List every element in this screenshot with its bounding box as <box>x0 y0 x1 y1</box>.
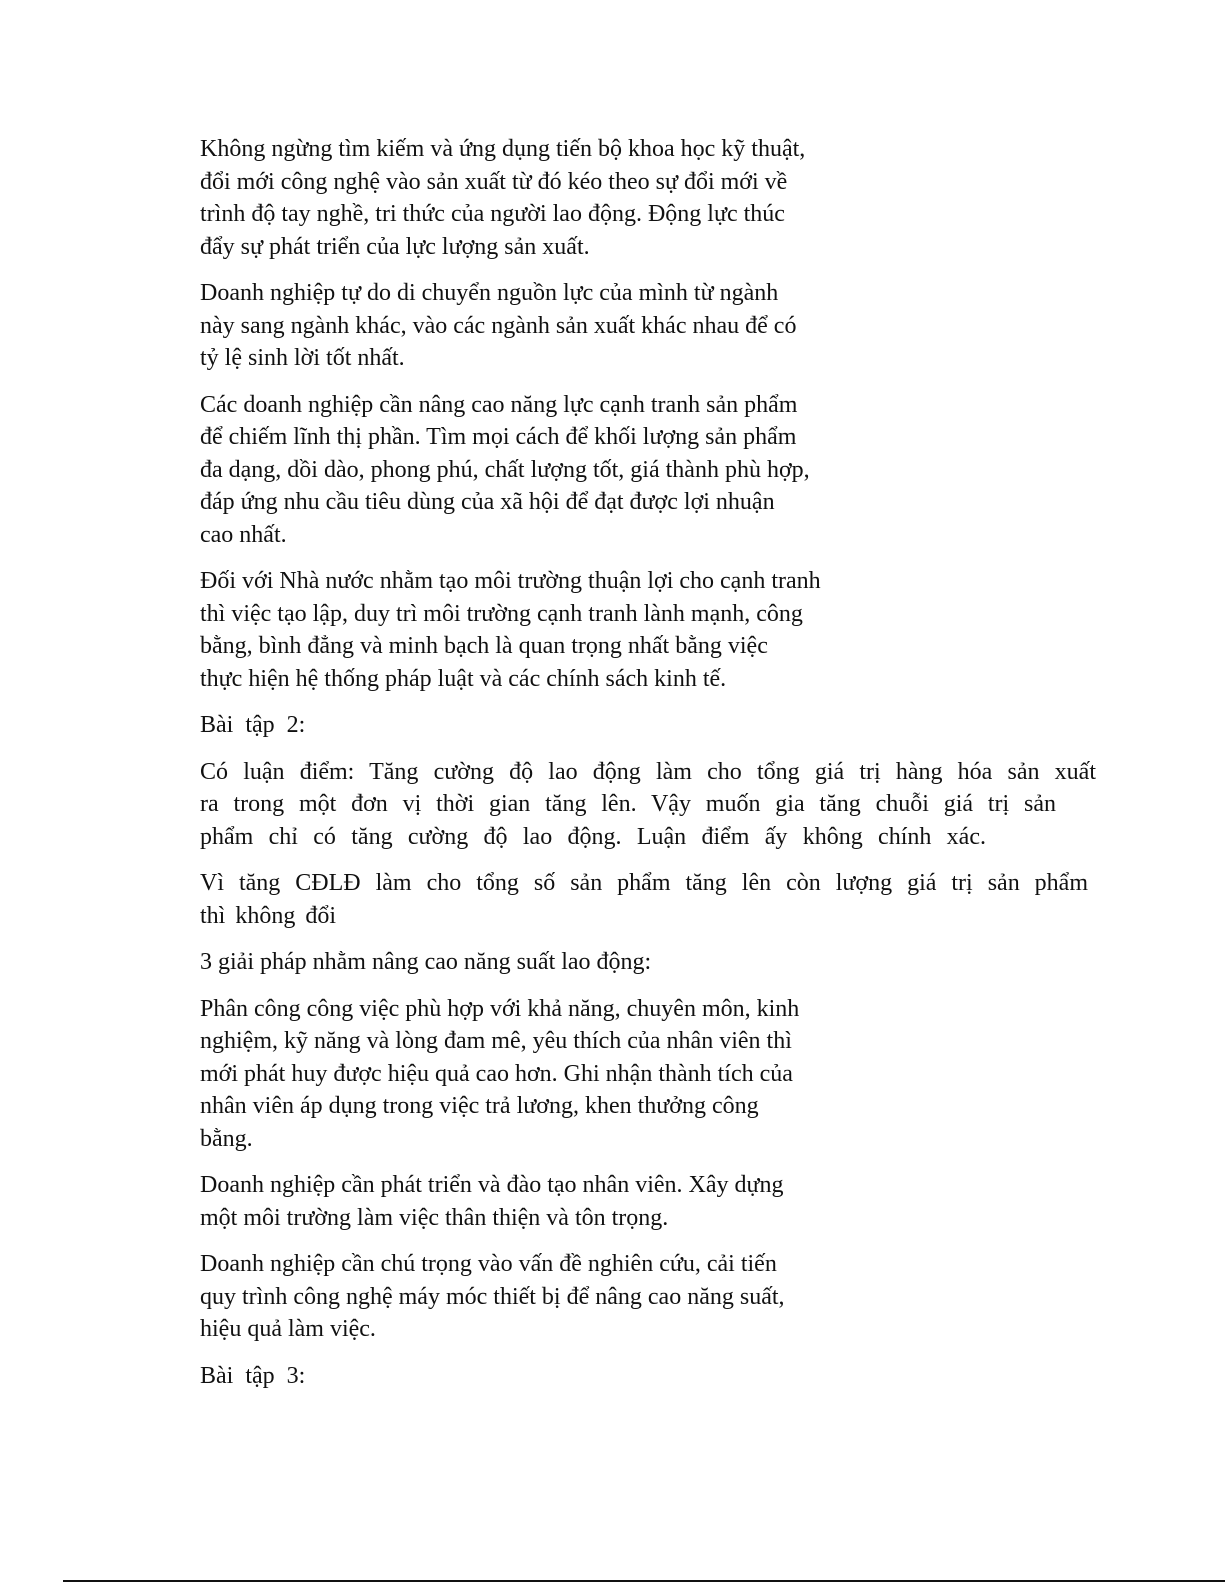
paragraph-solution-2 <box>200 1169 1100 1234</box>
text-line: Phân công công việc phù hợp với khả năng, chuyên môn, kinh <box>200 995 800 1022</box>
heading-solutions <box>200 946 1100 979</box>
text-line: Bài tập 3: <box>200 1362 306 1389</box>
text-line: trình độ tay nghề, tri thức của người lao động. Động lực thúc <box>200 201 785 227</box>
paragraph-solution-1 <box>200 993 1100 1156</box>
text-line: Vì tăng CĐLĐ làm cho tổng số sản phẩm tăng lên còn lượng giá trị sản phẩm <box>200 870 1088 896</box>
text-line: cao nhất. <box>200 521 287 548</box>
text-line: ra trong một đơn vị thời gian tăng lên. Vậy muốn gia tăng chuỗi giá trị sản <box>200 791 1056 817</box>
text-line: để chiếm lĩnh thị phần. Tìm mọi cách để khối lượng sản phẩm <box>200 424 797 450</box>
text-line: một môi trường làm việc thân thiện và tôn trọng. <box>200 1204 669 1231</box>
text-line: Bài tập 2: <box>200 712 306 738</box>
text-line: bằng. <box>200 1125 253 1152</box>
text-line: thì việc tạo lập, duy trì môi trường cạnh tranh lành mạnh, công <box>200 600 803 627</box>
text-line: thì không đổi <box>200 902 337 929</box>
text-line: Doanh nghiệp tự do di chuyển nguồn lực của mình từ ngành <box>200 280 779 306</box>
text-line: đẩy sự phát triển của lực lượng sản xuất. <box>200 233 590 260</box>
text-line: mới phát huy được hiệu quả cao hơn. Ghi nhận thành tích của <box>200 1060 793 1087</box>
text-line: quy trình công nghệ máy móc thiết bị để nâng cao năng suất, <box>200 1283 785 1310</box>
text-line: Không ngừng tìm kiếm và ứng dụng tiến bộ khoa học kỹ thuật, <box>200 136 806 162</box>
paragraph-resources <box>200 277 1100 375</box>
paragraph-competition <box>200 389 1100 552</box>
paragraph-reason <box>200 867 1100 932</box>
document-page <box>200 133 1100 1406</box>
text-line: nhân viên áp dụng trong việc trả lương, khen thưởng công <box>200 1093 759 1119</box>
paragraph-solution-3 <box>200 1248 1100 1346</box>
text-line: Doanh nghiệp cần phát triển và đào tạo nhân viên. Xây dựng <box>200 1172 784 1198</box>
text-line: hiệu quả làm việc. <box>200 1316 376 1342</box>
heading-exercise-3 <box>200 1360 1100 1393</box>
text-line: nghiệm, kỹ năng và lòng đam mê, yêu thích của nhân viên thì <box>200 1028 792 1054</box>
text-line: đổi mới công nghệ vào sản xuất từ đó kéo theo sự đổi mới về <box>200 168 788 195</box>
text-line: đáp ứng nhu cầu tiêu dùng của xã hội để đạt được lợi nhuận <box>200 489 775 515</box>
text-line: Đối với Nhà nước nhằm tạo môi trường thuận lợi cho cạnh tranh <box>200 568 821 594</box>
page-bottom-rule <box>63 1580 1225 1582</box>
text-line: bằng, bình đẳng và minh bạch là quan trọng nhất bằng việc <box>200 633 768 659</box>
text-line: 3 giải pháp nhằm nâng cao năng suất lao động: <box>200 949 652 975</box>
text-line: Có luận điểm: Tăng cường độ lao động làm cho tổng giá trị hàng hóa sản xuất <box>200 758 1096 785</box>
text-line: đa dạng, dồi dào, phong phú, chất lượng tốt, giá thành phù hợp, <box>200 456 810 483</box>
paragraph-thesis <box>200 756 1100 854</box>
text-line: tỷ lệ sinh lời tốt nhất. <box>200 345 405 371</box>
text-line: thực hiện hệ thống pháp luật và các chính sách kinh tế. <box>200 665 727 692</box>
paragraph-state <box>200 565 1100 695</box>
text-line: Các doanh nghiệp cần nâng cao năng lực cạnh tranh sản phẩm <box>200 391 798 418</box>
heading-exercise-2 <box>200 709 1100 742</box>
text-line: phẩm chỉ có tăng cường độ lao động. Luận điểm ấy không chính xác. <box>200 823 986 850</box>
paragraph-technology <box>200 133 1100 263</box>
text-line: Doanh nghiệp cần chú trọng vào vấn đề nghiên cứu, cải tiến <box>200 1251 777 1277</box>
text-line: này sang ngành khác, vào các ngành sản xuất khác nhau để có <box>200 312 797 339</box>
